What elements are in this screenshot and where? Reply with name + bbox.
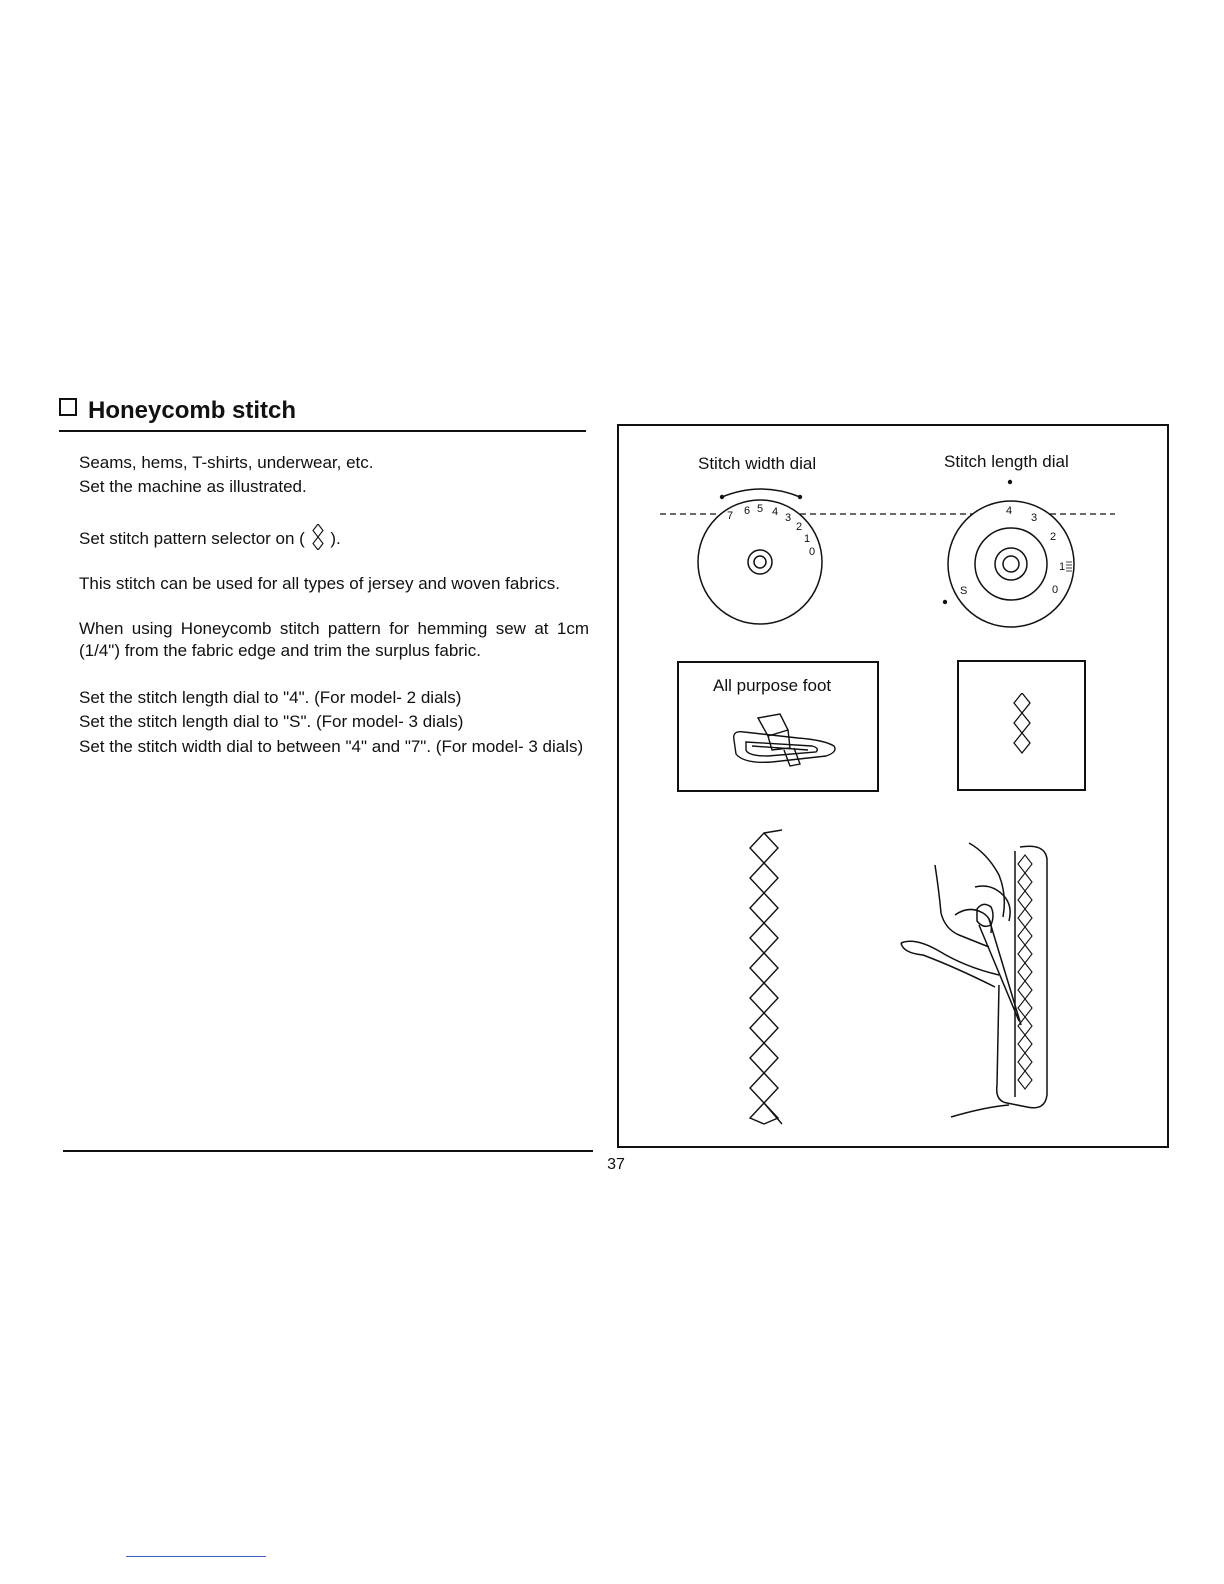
usage-paragraph: This stitch can be used for all types of jersey and woven fabrics. [79,574,560,593]
page-number: 37 [607,1156,625,1173]
width-dial-number: 2 [796,521,803,533]
presser-foot-icon [728,710,840,776]
checkbox-square-icon [59,398,77,416]
selector-text-before: Set stitch pattern selector on ( [79,529,305,548]
hemming-paragraph: When using Honeycomb stitch pattern for hemming sew at 1cm (1/4") from the fabric edge and trim the surplus fabric. [79,619,589,660]
length-setting-2dials: Set the stitch length dial to "4". (For model- 2 dials) [79,688,462,707]
stitch-width-dial [690,480,840,630]
width-dial-number: 6 [744,505,751,517]
section-title: Honeycomb stitch [88,397,297,424]
uses-line: Seams, hems, T-shirts, underwear, etc. [79,453,374,472]
footer-link-line [126,1556,266,1557]
honeycomb-pattern-large-icon [1013,693,1031,755]
setup-line: Set the machine as illustrated. [79,477,307,496]
selector-text-after: ). [330,529,341,548]
honeycomb-pattern-icon [312,524,324,556]
length-dial-number: S [960,585,968,597]
length-setting-3dials: Set the stitch length dial to "S". (For model- 3 dials) [79,712,464,731]
length-dial-number: 3 [1031,512,1038,524]
length-dial-number: 1 [1059,561,1066,573]
width-dial-number: 1 [804,533,811,545]
stitch-length-dial-label: Stitch length dial [944,452,1069,471]
length-dial-number: 2 [1050,531,1057,543]
width-dial-number: 4 [772,506,779,518]
stitch-width-dial-label: Stitch width dial [698,454,817,473]
length-dial-number: 0 [1052,584,1059,596]
hemming-trim-illustration [895,835,1065,1125]
length-dial-number: 4 [1006,505,1013,517]
title-underline [59,430,586,432]
width-dial-number: 7 [727,510,734,522]
honeycomb-stitch-sample [744,828,784,1128]
selector-line [79,524,589,556]
width-setting-3dials: Set the stitch width dial to between "4" and "7". (For model- 3 dials) [79,737,584,756]
width-dial-number: 5 [757,503,764,515]
stitch-length-dial [935,478,1085,638]
width-dial-number: 3 [785,512,792,524]
bottom-rule [63,1150,593,1152]
width-dial-number: 0 [809,546,816,558]
all-purpose-foot-label: All purpose foot [713,676,832,695]
